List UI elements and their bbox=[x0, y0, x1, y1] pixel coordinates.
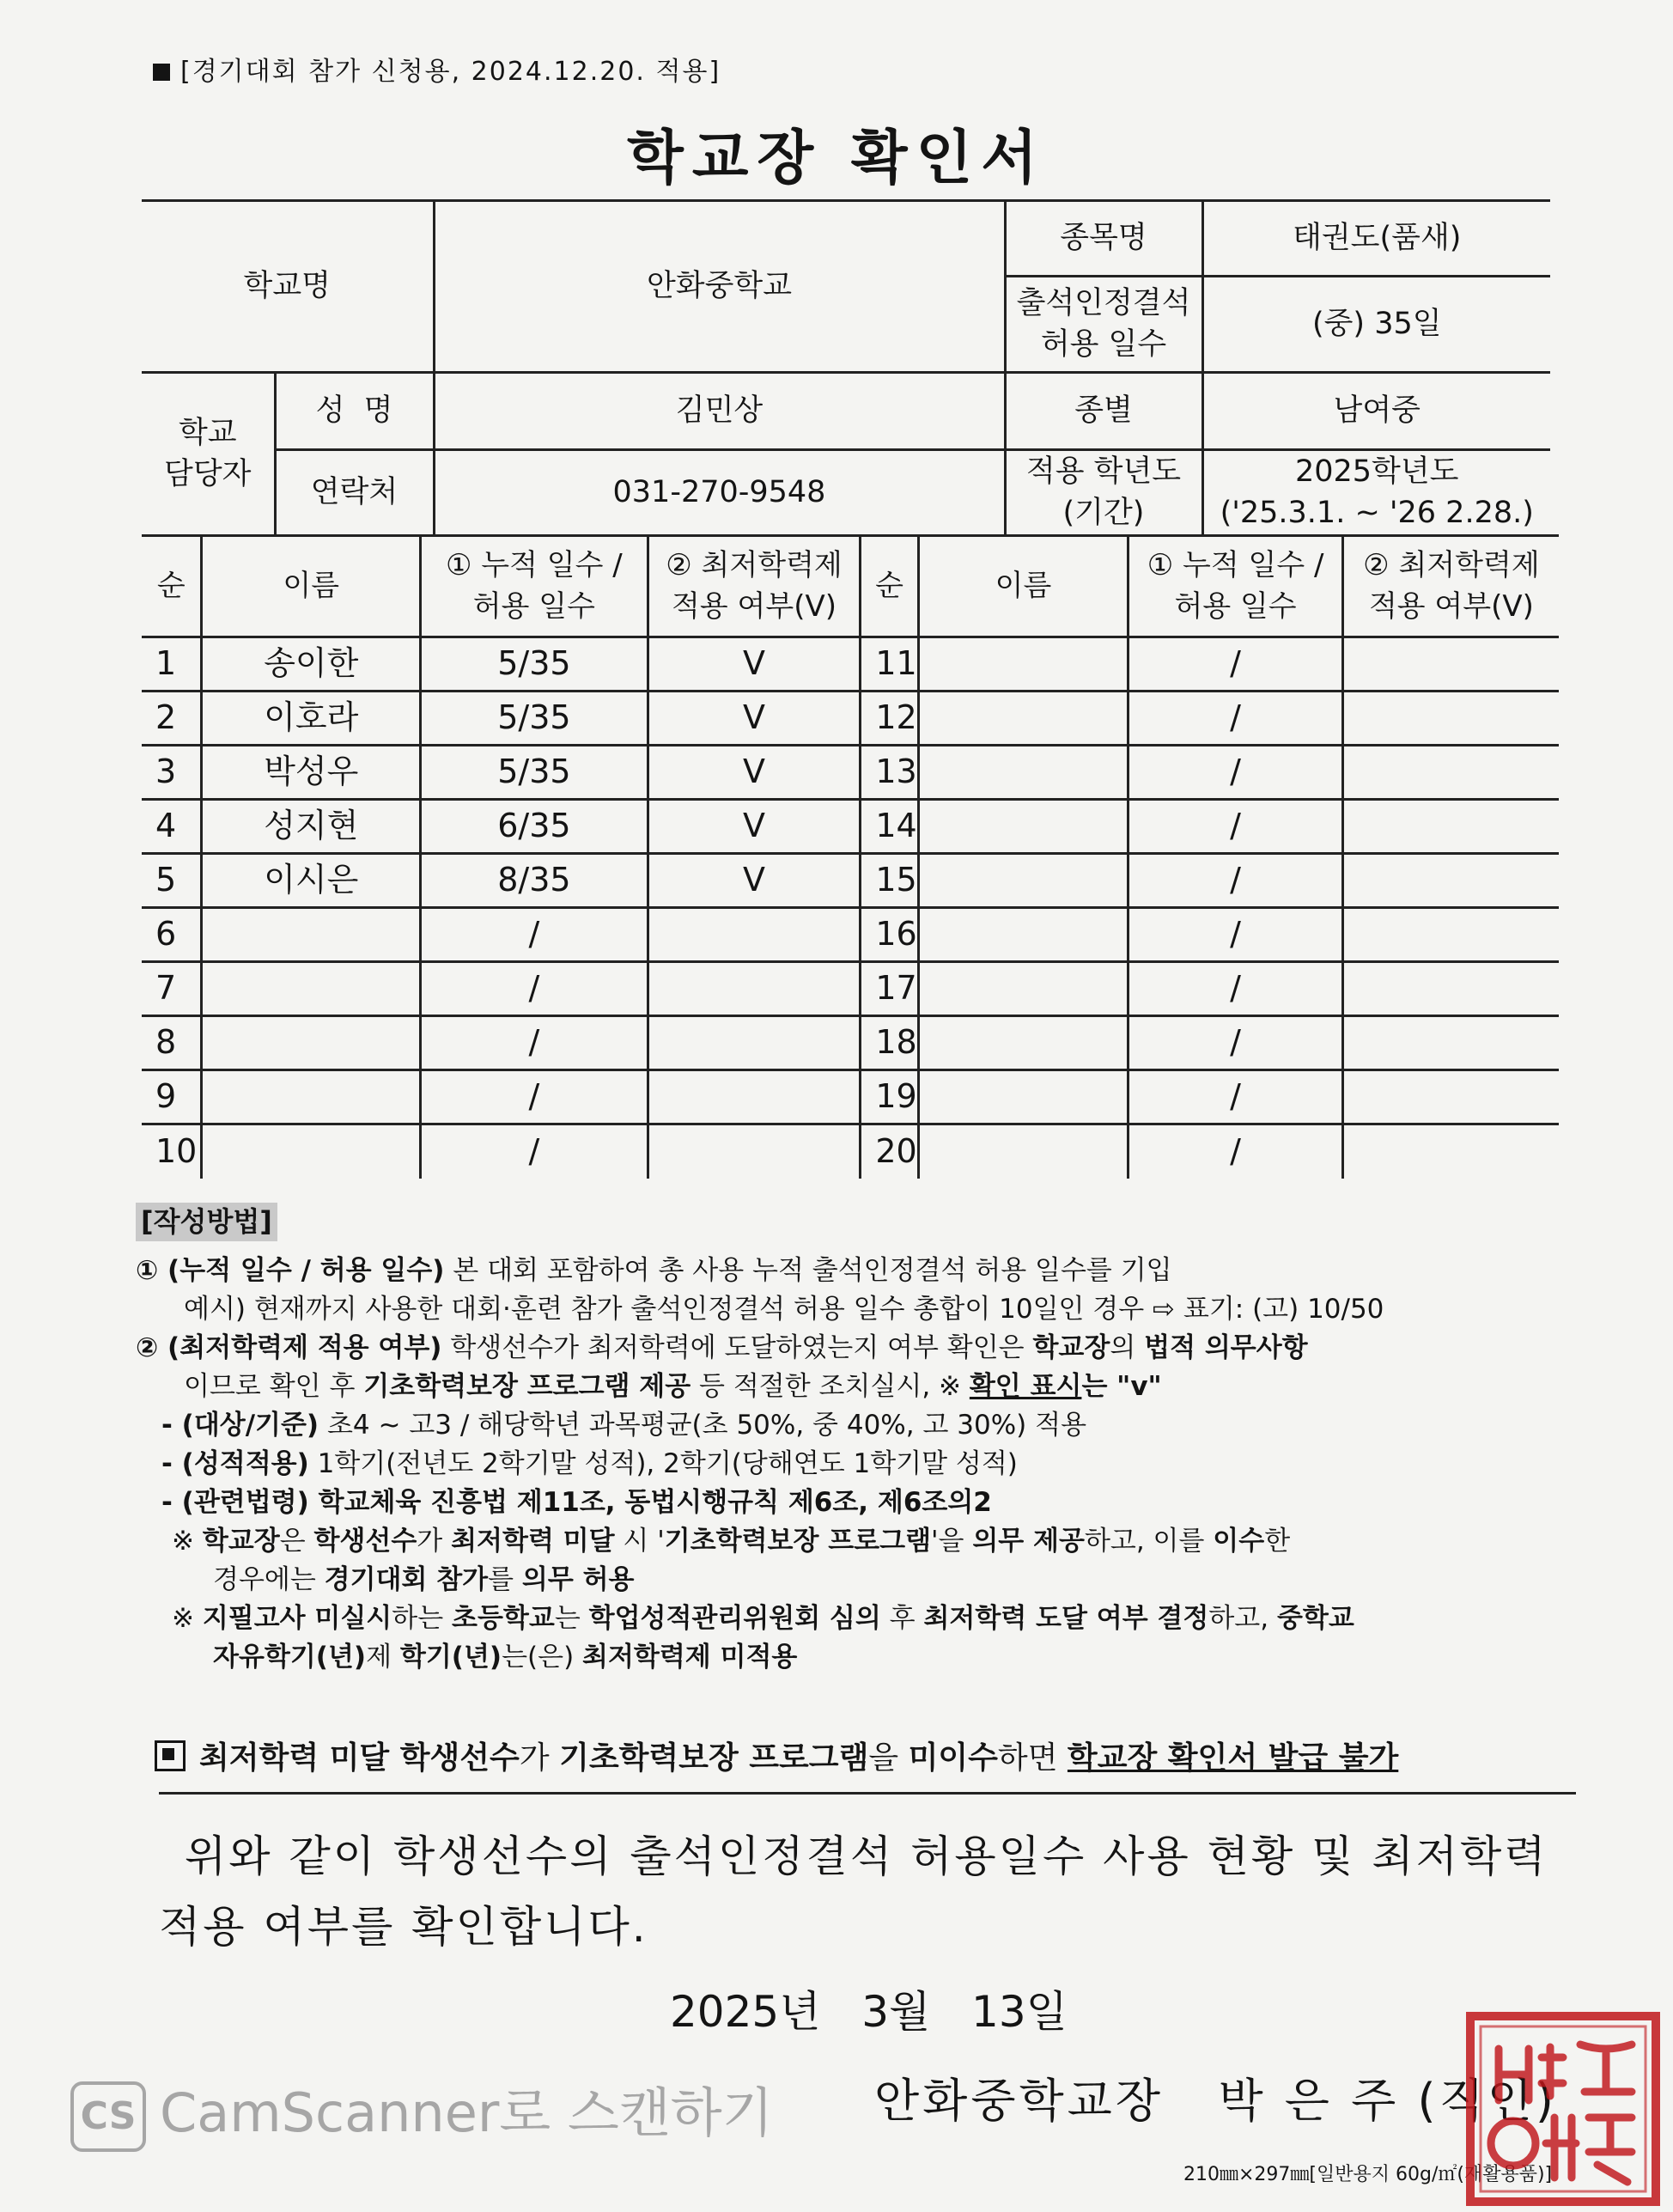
allowed-days-label: 출석인정결석 허용 일수 bbox=[1005, 277, 1202, 373]
student-name: 성지현 bbox=[202, 800, 421, 854]
name-value: 김민상 bbox=[434, 373, 1005, 450]
days-used: / bbox=[421, 1016, 648, 1070]
days-used: 5/35 bbox=[421, 746, 648, 800]
student-name bbox=[918, 1124, 1129, 1179]
row-number: 10 bbox=[142, 1124, 202, 1179]
days-used: / bbox=[421, 908, 648, 962]
method-line-1: ① (누적 일수 / 허용 일수) 본 대회 포함하여 총 사용 누적 출석인정결석 허용 일수를 기입 bbox=[136, 1255, 1172, 1286]
row-number: 9 bbox=[142, 1070, 202, 1124]
table-row bbox=[142, 746, 1559, 800]
header-no-2: 순 bbox=[861, 536, 918, 637]
roster-table bbox=[142, 534, 1559, 1179]
table-row bbox=[142, 800, 1559, 854]
row-number: 2 bbox=[142, 692, 202, 746]
days-used: 8/35 bbox=[421, 854, 648, 908]
document-title: 학교장 확인서 bbox=[627, 125, 1046, 192]
days-used: / bbox=[1129, 692, 1343, 746]
min-academic-check: V bbox=[648, 854, 861, 908]
method-line-6: - (성적적용) 1학기(전년도 2학기말 성적), 2학기(당해연도 1학기말 성적) bbox=[161, 1448, 1018, 1479]
min-academic-check bbox=[1342, 692, 1559, 746]
contact-value: 031-270-9548 bbox=[434, 450, 1005, 536]
days-used: / bbox=[1129, 637, 1343, 692]
min-academic-check bbox=[1342, 1070, 1559, 1124]
row-number: 1 bbox=[142, 637, 202, 692]
table-row bbox=[142, 1124, 1559, 1179]
row-number: 8 bbox=[142, 1016, 202, 1070]
min-academic-check bbox=[1342, 800, 1559, 854]
days-used: 5/35 bbox=[421, 692, 648, 746]
student-name: 박성우 bbox=[202, 746, 421, 800]
event-value: 태권도(품새) bbox=[1202, 201, 1550, 277]
row-number: 5 bbox=[142, 854, 202, 908]
table-row bbox=[142, 1016, 1559, 1070]
student-name bbox=[202, 1070, 421, 1124]
min-academic-check bbox=[648, 1070, 861, 1124]
days-used: / bbox=[1129, 854, 1343, 908]
divider-line bbox=[159, 1792, 1576, 1795]
student-name bbox=[202, 1016, 421, 1070]
header-days: ① 누적 일수 / 허용 일수 bbox=[421, 536, 648, 637]
student-name bbox=[918, 1070, 1129, 1124]
min-academic-check bbox=[1342, 1016, 1559, 1070]
manager-label: 학교 담당자 bbox=[142, 373, 275, 536]
year-label: 적용 학년도 (기간) bbox=[1005, 450, 1202, 536]
days-used: / bbox=[1129, 746, 1343, 800]
method-line-11: 자유학기(년)제 학기(년)는(은) 최저학력제 미적용 bbox=[213, 1642, 798, 1673]
student-name bbox=[918, 1016, 1129, 1070]
student-name bbox=[202, 908, 421, 962]
min-academic-check bbox=[1342, 637, 1559, 692]
min-academic-check: V bbox=[648, 800, 861, 854]
method-line-9: 경우에는 경기대회 참가를 의무 허용 bbox=[213, 1564, 635, 1595]
row-number: 6 bbox=[142, 908, 202, 962]
student-name bbox=[202, 962, 421, 1016]
student-name bbox=[918, 746, 1129, 800]
days-used: / bbox=[1129, 1070, 1343, 1124]
row-number: 7 bbox=[142, 962, 202, 1016]
student-name: 송이한 bbox=[202, 637, 421, 692]
method-line-5: - (대상/기준) 초4 ~ 고3 / 해당학년 과목평균(초 50%, 중 40%, 고 30%) 적용 bbox=[161, 1410, 1087, 1441]
days-used: / bbox=[1129, 908, 1343, 962]
official-seal-icon bbox=[1460, 2006, 1666, 2212]
min-academic-check: V bbox=[648, 692, 861, 746]
student-name bbox=[918, 692, 1129, 746]
min-academic-check bbox=[1342, 854, 1559, 908]
method-line-7: - (관련법령) 학교체육 진흥법 제11조, 동법시행규칙 제6조, 제6조의2 bbox=[161, 1487, 992, 1518]
student-name bbox=[918, 637, 1129, 692]
method-line-2: 예시) 현재까지 사용한 대회·훈련 참가 출석인정결석 허용 일수 총합이 10일인 경우 ⇨ 표기: (고) 10/50 bbox=[184, 1294, 1384, 1325]
checkbox-bullet-icon bbox=[155, 1740, 186, 1771]
row-number: 3 bbox=[142, 746, 202, 800]
student-name bbox=[918, 854, 1129, 908]
days-used: / bbox=[421, 962, 648, 1016]
min-academic-check: V bbox=[648, 637, 861, 692]
method-line-3: ② (최저학력제 적용 여부) 학생선수가 최저학력에 도달하였는지 여부 확인은 학교장의 법적 의무사항 bbox=[136, 1332, 1308, 1363]
event-label: 종목명 bbox=[1005, 201, 1202, 277]
row-number: 12 bbox=[861, 692, 918, 746]
name-label: 성 명 bbox=[275, 373, 434, 450]
min-academic-check bbox=[1342, 1124, 1559, 1179]
header-check-2: ② 최저학력제 적용 여부(V) bbox=[1342, 536, 1559, 637]
header-days-2: ① 누적 일수 / 허용 일수 bbox=[1129, 536, 1343, 637]
final-note: 최저학력 미달 학생선수가 기초학력보장 프로그램을 미이수하면 학교장 확인서 발급 불가 bbox=[155, 1734, 1398, 1777]
table-row bbox=[142, 962, 1559, 1016]
student-name bbox=[918, 800, 1129, 854]
row-number: 20 bbox=[861, 1124, 918, 1179]
row-number: 18 bbox=[861, 1016, 918, 1070]
camscanner-watermark: CS CamScanner로 스캔하기 bbox=[70, 2070, 774, 2152]
min-academic-check bbox=[648, 1016, 861, 1070]
min-academic-check bbox=[648, 962, 861, 1016]
method-line-10: ※ 지필고사 미실시하는 초등학교는 학업성적관리위원회 심의 후 최저학력 도달 여부 결정하고, 중학교 bbox=[172, 1603, 1354, 1634]
square-bullet-icon bbox=[153, 64, 170, 81]
info-table bbox=[142, 199, 1550, 537]
days-used: / bbox=[1129, 1016, 1343, 1070]
student-name: 이호라 bbox=[202, 692, 421, 746]
division-value: 남여중 bbox=[1202, 373, 1550, 450]
row-number: 17 bbox=[861, 962, 918, 1016]
paper-spec: 210㎜×297㎜[일반용지 60g/㎡(재활용품)] bbox=[1183, 2164, 1553, 2185]
student-name: 이시은 bbox=[202, 854, 421, 908]
school-label: 학교명 bbox=[142, 201, 434, 373]
min-academic-check: V bbox=[648, 746, 861, 800]
min-academic-check bbox=[1342, 908, 1559, 962]
row-number: 16 bbox=[861, 908, 918, 962]
days-used: / bbox=[1129, 800, 1343, 854]
header-name-2: 이름 bbox=[918, 536, 1129, 637]
student-name bbox=[918, 962, 1129, 1016]
header-no: 순 bbox=[142, 536, 202, 637]
header-name: 이름 bbox=[202, 536, 421, 637]
days-used: 5/35 bbox=[421, 637, 648, 692]
method-section bbox=[136, 1203, 1596, 1677]
days-used: / bbox=[1129, 962, 1343, 1016]
table-row bbox=[142, 692, 1559, 746]
days-used: / bbox=[1129, 1124, 1343, 1179]
table-row bbox=[142, 637, 1559, 692]
year-value: 2025학년도 ('25.3.1. ~ '26 2.28.) bbox=[1202, 450, 1550, 536]
min-academic-check bbox=[1342, 962, 1559, 1016]
contact-label: 연락처 bbox=[275, 450, 434, 536]
row-number: 19 bbox=[861, 1070, 918, 1124]
table-row bbox=[142, 908, 1559, 962]
school-name: 안화중학교 bbox=[434, 201, 1005, 373]
student-name bbox=[202, 1124, 421, 1179]
header-check: ② 최저학력제 적용 여부(V) bbox=[648, 536, 861, 637]
days-used: / bbox=[421, 1124, 648, 1179]
method-line-8: ※ 학교장은 학생선수가 최저학력 미달 시 '기초학력보장 프로그램'을 의무 제공하고, 이를 이수한 bbox=[172, 1526, 1291, 1557]
row-number: 13 bbox=[861, 746, 918, 800]
issue-date: 2025년 3월 13일 bbox=[670, 1987, 1068, 2037]
method-title: [작성방법] bbox=[136, 1203, 277, 1241]
days-used: / bbox=[421, 1070, 648, 1124]
days-used: 6/35 bbox=[421, 800, 648, 854]
camscanner-logo-icon: CS bbox=[70, 2081, 146, 2152]
row-number: 15 bbox=[861, 854, 918, 908]
allowed-days-value: (중) 35일 bbox=[1202, 277, 1550, 373]
min-academic-check bbox=[648, 908, 861, 962]
row-number: 4 bbox=[142, 800, 202, 854]
principal-signature: 안화중학교장 박 은 주 (직인) bbox=[874, 2074, 1557, 2128]
confirmation-text: 위와 같이 학생선수의 출석인정결석 허용일수 사용 현황 및 최저학력 적용 여부를 확인합니다. bbox=[159, 1831, 1548, 1952]
min-academic-check bbox=[1342, 746, 1559, 800]
table-row bbox=[142, 854, 1559, 908]
method-line-4: 이므로 확인 후 기초학력보장 프로그램 제공 등 적절한 조치실시, ※ 확인 표시는 "v" bbox=[184, 1371, 1162, 1402]
row-number: 11 bbox=[861, 637, 918, 692]
min-academic-check bbox=[648, 1124, 861, 1179]
table-row bbox=[142, 1070, 1559, 1124]
division-label: 종별 bbox=[1005, 373, 1202, 450]
header-note: [경기대회 참가 신청용, 2024.12.20. 적용] bbox=[153, 50, 721, 88]
student-name bbox=[918, 908, 1129, 962]
row-number: 14 bbox=[861, 800, 918, 854]
